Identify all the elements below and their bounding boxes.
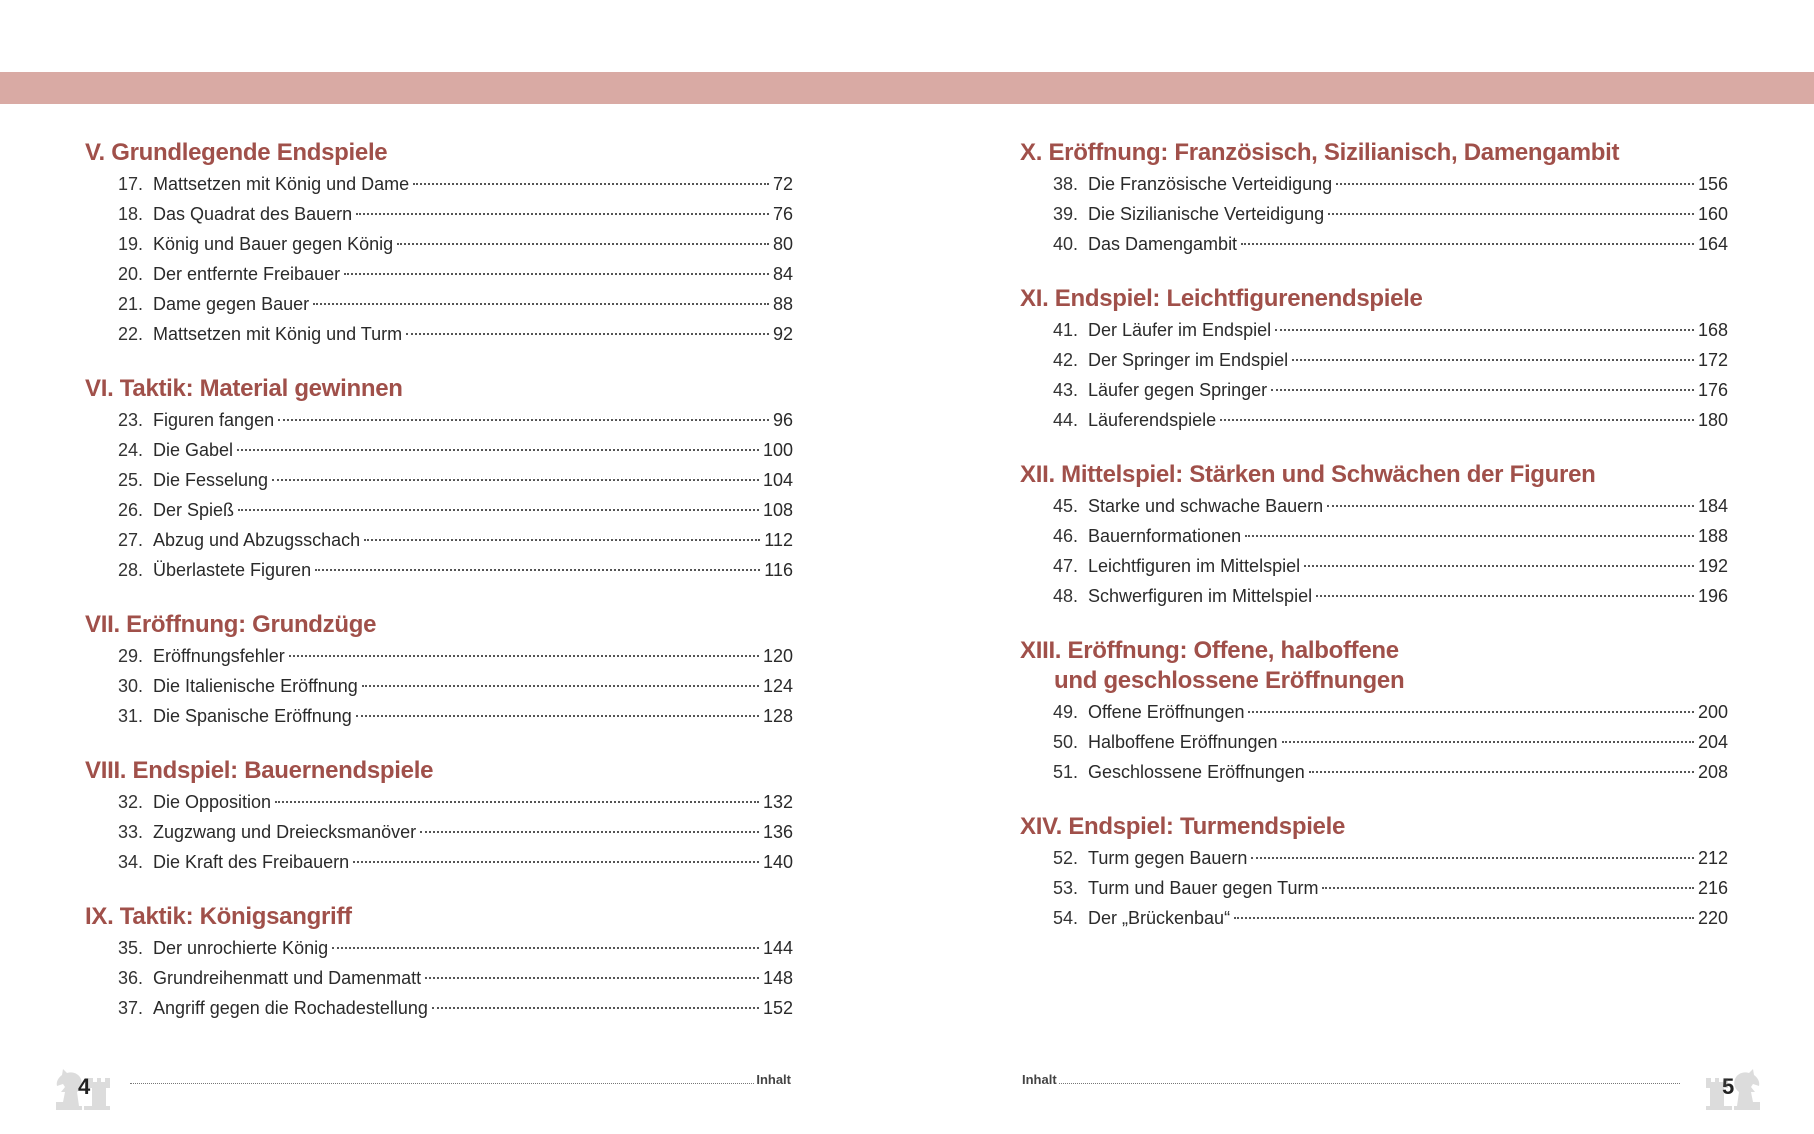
entry-title: Leichtfiguren im Mittelspiel	[1088, 556, 1301, 576]
section-title	[85, 138, 793, 168]
toc-entry[interactable]	[85, 435, 793, 465]
toc-entry[interactable]	[1020, 551, 1728, 581]
dot-leader	[1248, 711, 1693, 713]
entry-number: 27.	[118, 530, 144, 550]
dot-leader	[406, 333, 769, 335]
toc-entry[interactable]	[85, 787, 793, 817]
toc-entry[interactable]	[85, 199, 793, 229]
entry-number: 31.	[118, 706, 144, 726]
footer-right	[1020, 1072, 1680, 1087]
toc-entry[interactable]	[1020, 491, 1728, 521]
dot-leader	[413, 183, 769, 185]
toc-entry[interactable]	[1020, 199, 1728, 229]
entry-number: 45.	[1053, 496, 1079, 516]
entry-number: 48.	[1053, 586, 1079, 606]
toc-entry[interactable]	[1020, 843, 1728, 873]
entry-title: König und Bauer gegen König	[153, 234, 394, 254]
toc-entry[interactable]	[85, 993, 793, 1023]
dot-leader	[1309, 771, 1694, 773]
toc-entry[interactable]	[85, 259, 793, 289]
entry-number: 26.	[118, 500, 144, 520]
entry-page-number: 220	[1697, 908, 1728, 928]
entry-title: Die Fesselung	[153, 470, 269, 490]
dot-leader	[397, 243, 769, 245]
section-title	[1020, 812, 1728, 842]
entry-title: Angriff gegen die Rochadestellung	[153, 998, 428, 1018]
dot-leader	[313, 303, 769, 305]
entry-page-number: 120	[762, 646, 793, 666]
entry-number: 29.	[118, 646, 144, 666]
entry-number: 53.	[1053, 878, 1079, 898]
entry-title: Die Französische Verteidigung	[1088, 174, 1333, 194]
entry-number: 20.	[118, 264, 144, 284]
entry-number: 42.	[1053, 350, 1079, 370]
toc-entry[interactable]	[85, 229, 793, 259]
toc-entry[interactable]	[85, 933, 793, 963]
dot-leader	[1304, 565, 1694, 567]
toc-entry[interactable]	[1020, 873, 1728, 903]
entry-page-number: 72	[772, 174, 793, 194]
toc-entry[interactable]	[1020, 405, 1728, 435]
dot-leader	[1220, 419, 1694, 421]
toc-entry[interactable]	[85, 405, 793, 435]
entry-title: Abzug und Abzugsschach	[153, 530, 361, 550]
entry-number: 36.	[118, 968, 144, 988]
entry-title: Das Quadrat des Bauern	[153, 204, 353, 224]
toc-entry[interactable]	[1020, 345, 1728, 375]
entry-page-number: 140	[762, 852, 793, 872]
toc-entry[interactable]	[85, 289, 793, 319]
section-title	[85, 756, 793, 786]
entry-page-number: 76	[772, 204, 793, 224]
toc-section	[85, 138, 793, 349]
toc-section	[1020, 460, 1728, 611]
dot-leader	[356, 715, 759, 717]
dot-leader	[237, 449, 759, 451]
entry-title: Die Opposition	[153, 792, 272, 812]
dot-leader	[1275, 329, 1694, 331]
entry-page-number: 104	[762, 470, 793, 490]
entry-number: 49.	[1053, 702, 1079, 722]
page-number-right: 5	[1722, 1074, 1735, 1099]
entry-title: Der entfernte Freibauer	[153, 264, 341, 284]
dot-leader	[332, 947, 759, 949]
dot-leader	[278, 419, 769, 421]
footer-left	[130, 1072, 793, 1087]
header-band	[0, 72, 1814, 104]
toc-entry[interactable]	[85, 817, 793, 847]
entry-page-number: 80	[772, 234, 793, 254]
entry-page-number: 156	[1697, 174, 1728, 194]
entry-page-number: 148	[762, 968, 793, 988]
entry-title: Die Kraft des Freibauern	[153, 852, 350, 872]
toc-section	[85, 374, 793, 585]
dot-leader	[272, 479, 759, 481]
section-title-text: X. Eröffnung: Französisch, Sizilianisch, Damengambit	[1020, 139, 1620, 166]
toc-entry[interactable]	[1020, 315, 1728, 345]
section-title	[85, 902, 793, 932]
entry-page-number: 196	[1697, 586, 1728, 606]
entry-number: 52.	[1053, 848, 1079, 868]
section-title-text: VIII. Endspiel: Bauernendspiele	[85, 757, 434, 784]
entry-number: 37.	[118, 998, 144, 1018]
dot-leader	[353, 861, 759, 863]
entry-number: 22.	[118, 324, 144, 344]
footer-label-left: Inhalt	[756, 1072, 791, 1087]
toc-entry[interactable]	[1020, 727, 1728, 757]
toc-section	[85, 610, 793, 731]
entry-title: Figuren fangen	[153, 410, 275, 430]
entry-title: Das Damengambit	[1088, 234, 1238, 254]
entry-title: Schwerfiguren im Mittelspiel	[1088, 586, 1313, 606]
dot-leader	[1234, 917, 1694, 919]
entry-title: Die Sizilianische Verteidigung	[1088, 204, 1325, 224]
entry-page-number: 136	[762, 822, 793, 842]
dot-leader	[1292, 359, 1694, 361]
entry-number: 41.	[1053, 320, 1079, 340]
toc-entry[interactable]	[85, 671, 793, 701]
dot-leader	[425, 977, 759, 979]
entry-page-number: 160	[1697, 204, 1728, 224]
entry-page-number: 188	[1697, 526, 1728, 546]
footer-rule	[130, 1083, 754, 1084]
entry-title: Die Italienische Eröffnung	[153, 676, 358, 696]
section-title-line2: und geschlossene Eröffnungen	[1054, 667, 1405, 694]
toc-entry[interactable]	[1020, 903, 1728, 933]
section-title	[85, 610, 793, 640]
entry-number: 40.	[1053, 234, 1079, 254]
entry-title: Die Spanische Eröffnung	[153, 706, 352, 726]
entry-number: 28.	[118, 560, 144, 580]
entry-number: 47.	[1053, 556, 1079, 576]
toc-section	[1020, 284, 1728, 435]
dot-leader	[420, 831, 759, 833]
toc-entry[interactable]	[1020, 169, 1728, 199]
toc-entry[interactable]	[85, 525, 793, 555]
toc-entry[interactable]	[85, 963, 793, 993]
dot-leader	[1282, 741, 1694, 743]
footer-rule	[1059, 1083, 1680, 1084]
toc-section	[1020, 138, 1728, 259]
entry-number: 33.	[118, 822, 144, 842]
dot-leader	[364, 539, 760, 541]
entry-page-number: 180	[1697, 410, 1728, 430]
entry-page-number: 112	[764, 530, 793, 550]
section-title	[85, 374, 793, 404]
entry-title: Turm gegen Bauern	[1088, 848, 1248, 868]
entry-page-number: 208	[1697, 762, 1728, 782]
entry-title: Der unrochierte König	[153, 938, 329, 958]
entry-number: 51.	[1053, 762, 1079, 782]
entry-page-number: 176	[1697, 380, 1728, 400]
toc-entry[interactable]	[85, 169, 793, 199]
entry-title: Läuferendspiele	[1088, 410, 1217, 430]
toc-entry[interactable]	[1020, 229, 1728, 259]
entry-title: Der Spieß	[153, 500, 235, 520]
entry-title: Die Gabel	[153, 440, 234, 460]
entry-title: Der „Brückenbau“	[1088, 908, 1231, 928]
entry-title: Eröffnungsfehler	[153, 646, 285, 666]
entry-page-number: 204	[1697, 732, 1728, 752]
dot-leader	[356, 213, 769, 215]
toc-left-page	[85, 138, 793, 1048]
section-title-text: V. Grundlegende Endspiele	[85, 139, 388, 166]
entry-page-number: 144	[762, 938, 793, 958]
entry-page-number: 84	[772, 264, 793, 284]
entry-page-number: 100	[762, 440, 793, 460]
toc-entry[interactable]	[85, 641, 793, 671]
entry-title: Offene Eröffnungen	[1088, 702, 1245, 722]
entry-title: Der Läufer im Endspiel	[1088, 320, 1272, 340]
entry-number: 24.	[118, 440, 144, 460]
section-title	[1020, 636, 1728, 696]
entry-title: Der Springer im Endspiel	[1088, 350, 1289, 370]
dot-leader	[1251, 857, 1694, 859]
entry-page-number: 172	[1697, 350, 1728, 370]
toc-entry[interactable]	[85, 495, 793, 525]
toc-entry[interactable]	[1020, 375, 1728, 405]
entry-number: 38.	[1053, 174, 1079, 194]
entry-number: 19.	[118, 234, 144, 254]
entry-page-number: 164	[1697, 234, 1728, 254]
entry-title: Grundreihenmatt und Damenmatt	[153, 968, 422, 988]
entry-title: Dame gegen Bauer	[153, 294, 310, 314]
section-title-text: XII. Mittelspiel: Stärken und Schwächen der Figuren	[1020, 461, 1596, 488]
dot-leader	[1241, 243, 1694, 245]
dot-leader	[275, 801, 759, 803]
section-title-text: XI. Endspiel: Leichtfigurenendspiele	[1020, 285, 1423, 312]
footer-label-right: Inhalt	[1022, 1072, 1057, 1087]
dot-leader	[432, 1007, 759, 1009]
dot-leader	[362, 685, 759, 687]
toc-section	[85, 902, 793, 1023]
entry-number: 50.	[1053, 732, 1079, 752]
entry-page-number: 128	[762, 706, 793, 726]
section-title-text: IX. Taktik: Königsangriff	[85, 903, 352, 930]
dot-leader	[344, 273, 769, 275]
section-title	[1020, 284, 1728, 314]
dot-leader	[289, 655, 759, 657]
entry-number: 21.	[118, 294, 144, 314]
entry-number: 35.	[118, 938, 144, 958]
entry-title: Mattsetzen mit König und Dame	[153, 174, 410, 194]
entry-number: 44.	[1053, 410, 1079, 430]
entry-number: 54.	[1053, 908, 1079, 928]
entry-page-number: 124	[762, 676, 793, 696]
entry-page-number: 88	[772, 294, 793, 314]
entry-number: 46.	[1053, 526, 1079, 546]
dot-leader	[1245, 535, 1694, 537]
entry-page-number: 216	[1697, 878, 1728, 898]
entry-number: 39.	[1053, 204, 1079, 224]
entry-number: 32.	[118, 792, 144, 812]
entry-title: Turm und Bauer gegen Turm	[1088, 878, 1319, 898]
section-title	[1020, 460, 1728, 490]
dot-leader	[1322, 887, 1694, 889]
entry-page-number: 116	[764, 560, 793, 580]
section-title	[1020, 138, 1728, 168]
toc-right-page	[1020, 138, 1728, 958]
toc-entry[interactable]	[85, 847, 793, 877]
page-number-left: 4	[78, 1074, 91, 1099]
section-title-text: XIII. Eröffnung: Offene, halboffene	[1020, 637, 1399, 664]
entry-number: 43.	[1053, 380, 1079, 400]
toc-entry[interactable]	[85, 465, 793, 495]
toc-entry[interactable]	[85, 555, 793, 585]
dot-leader	[1271, 389, 1694, 391]
entry-page-number: 108	[762, 500, 793, 520]
toc-entry[interactable]	[1020, 697, 1728, 727]
dot-leader	[1316, 595, 1694, 597]
entry-page-number: 96	[772, 410, 793, 430]
entry-page-number: 92	[772, 324, 793, 344]
entry-number: 23.	[118, 410, 144, 430]
entry-number: 17.	[118, 174, 144, 194]
dot-leader	[1328, 213, 1694, 215]
toc-entry[interactable]	[1020, 581, 1728, 611]
dot-leader	[1327, 505, 1694, 507]
toc-entry[interactable]	[85, 319, 793, 349]
entry-title: Starke und schwache Bauern	[1088, 496, 1324, 516]
toc-section	[85, 756, 793, 877]
entry-page-number: 132	[762, 792, 793, 812]
toc-entry[interactable]	[85, 701, 793, 731]
entry-page-number: 200	[1697, 702, 1728, 722]
section-title-text: VI. Taktik: Material gewinnen	[85, 375, 403, 402]
toc-section	[1020, 636, 1728, 787]
section-title-text: VII. Eröffnung: Grundzüge	[85, 611, 377, 638]
entry-number: 25.	[118, 470, 144, 490]
entry-page-number: 192	[1697, 556, 1728, 576]
entry-number: 18.	[118, 204, 144, 224]
entry-title: Halboffene Eröffnungen	[1088, 732, 1278, 752]
entry-number: 34.	[118, 852, 144, 872]
entry-title: Mattsetzen mit König und Turm	[153, 324, 403, 344]
entry-page-number: 168	[1697, 320, 1728, 340]
entry-title: Geschlossene Eröffnungen	[1088, 762, 1305, 782]
entry-page-number: 212	[1697, 848, 1728, 868]
entry-number: 30.	[118, 676, 144, 696]
entry-title: Überlastete Figuren	[153, 560, 312, 580]
entry-page-number: 184	[1697, 496, 1728, 516]
entry-title: Läufer gegen Springer	[1088, 380, 1268, 400]
dot-leader	[238, 509, 759, 511]
toc-section	[1020, 812, 1728, 933]
dot-leader	[315, 569, 760, 571]
toc-entry[interactable]	[1020, 521, 1728, 551]
chess-pieces-icon	[1700, 1050, 1770, 1114]
toc-entry[interactable]	[1020, 757, 1728, 787]
entry-page-number: 152	[762, 998, 793, 1018]
section-title-text: XIV. Endspiel: Turmendspiele	[1020, 813, 1346, 840]
entry-title: Bauernformationen	[1088, 526, 1242, 546]
entry-title: Zugzwang und Dreiecksmanöver	[153, 822, 417, 842]
dot-leader	[1336, 183, 1694, 185]
